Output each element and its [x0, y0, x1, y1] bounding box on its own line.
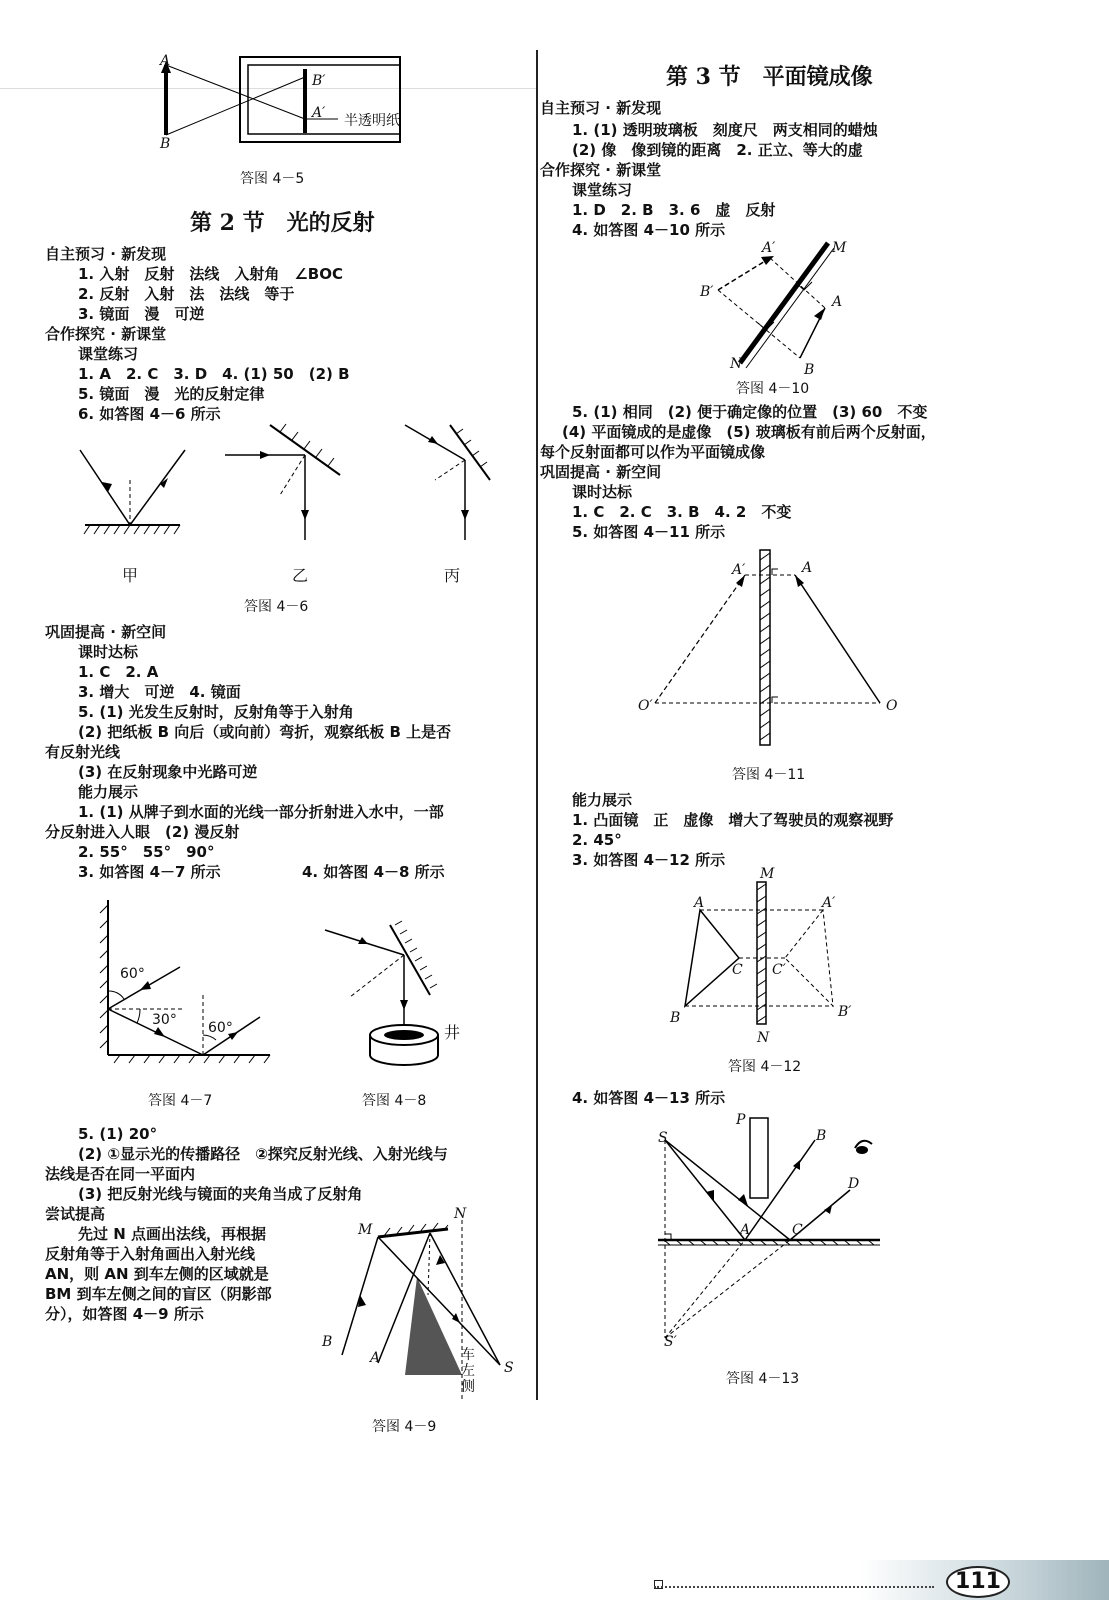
- fig45-paper-label: 半透明纸: [344, 113, 400, 129]
- fig412-label-n: N: [757, 1030, 770, 1046]
- fig413-label-a: A: [740, 1222, 751, 1238]
- left-line-2: 1. 入射 反射 法线 入射角 ∠BOC: [78, 265, 343, 283]
- right-line-8: 5. (1) 相同 (2) 便于确定像的位置 (3) 60 不变: [572, 403, 928, 421]
- fig49-label-n: N: [454, 1206, 467, 1222]
- left-line-3: 2. 反射 入射 法 法线 等于: [78, 285, 295, 303]
- right-line-19: 4. 如答图 4－13 所示: [572, 1089, 726, 1107]
- right-line-16: 1. 凸面镜 正 虚像 增大了驾驶员的观察视野: [572, 811, 894, 829]
- left-line-9: 6. 如答图 4－6 所示: [78, 405, 221, 423]
- left-line-6: 课堂练习: [78, 345, 139, 363]
- fig47-angle-3: 60°: [208, 1020, 233, 1036]
- fig410-label-b: B: [804, 362, 815, 378]
- left-line-31: BM 到车左侧之间的盲区（阴影部: [45, 1285, 272, 1303]
- right-line-10: 每个反射面都可以作为平面镜成像: [540, 443, 766, 461]
- fig411-label-o: O: [886, 698, 898, 714]
- left-line-1: 自主预习 · 新发现: [45, 245, 167, 263]
- fig412-label-a: A: [694, 895, 705, 911]
- fig412-caption: 答图 4－12: [728, 1059, 802, 1075]
- left-line-17: (3) 在反射现象中光路可逆: [78, 763, 258, 781]
- right-line-2: 1. (1) 透明玻璃板 刻度尺 两支相同的蜡烛: [572, 121, 878, 139]
- fig410-label-m: M: [832, 240, 847, 256]
- fig411-caption: 答图 4－11: [732, 767, 806, 783]
- fig413-label-p: P: [736, 1112, 746, 1128]
- fig49-label-b: B: [322, 1334, 333, 1350]
- fig413-label-s: S: [658, 1130, 668, 1146]
- fig45-label-b: B: [160, 136, 171, 152]
- fig49-label-a: A: [370, 1350, 381, 1366]
- right-line-7: 4. 如答图 4－10 所示: [572, 221, 726, 239]
- fig413-caption: 答图 4－13: [726, 1371, 800, 1387]
- left-line-32: 分），如答图 4－9 所示: [45, 1305, 204, 1323]
- fig412-label-b: B: [670, 1010, 681, 1026]
- fig47-angle-1: 60°: [120, 966, 145, 982]
- right-line-17: 2. 45°: [572, 831, 622, 849]
- left-line-26: (3) 把反射光线与镜面的夹角当成了反射角: [78, 1185, 363, 1203]
- left-line-19: 1. (1) 从牌子到水面的光线一部分折射进入水中，一部: [78, 803, 444, 821]
- fig47-caption: 答图 4－7: [148, 1093, 213, 1109]
- fig49-caption: 答图 4－9: [372, 1419, 437, 1435]
- fig48-caption: 答图 4－8: [362, 1093, 427, 1109]
- right-line-4: 合作探究 · 新课堂: [540, 161, 662, 179]
- fig412-label-c: C: [732, 962, 743, 978]
- left-line-12: 1. C 2. A: [78, 663, 159, 681]
- left-line-4: 3. 镜面 漫 可逆: [78, 305, 205, 323]
- left-line-25: 法线是否在同一平面内: [45, 1165, 196, 1183]
- footer-dotted-line: [654, 1586, 934, 1588]
- left-line-30: AN，则 AN 到车左侧的区域就是: [45, 1265, 269, 1283]
- fig413-label-sp: S′: [664, 1334, 677, 1350]
- fig413-label-c: C: [792, 1222, 803, 1238]
- page-number: 111: [946, 1566, 1010, 1598]
- fig411-label-op: O′: [638, 698, 653, 714]
- right-line-14: 5. 如答图 4－11 所示: [572, 523, 726, 541]
- figure-4-8: [320, 915, 490, 1075]
- column-divider: [536, 50, 538, 1400]
- fig410-label-bp: B′: [700, 284, 714, 300]
- left-line-16: 有反射光线: [45, 743, 121, 761]
- left-line-10: 巩固提高 · 新空间: [45, 623, 167, 641]
- figure-4-13: [650, 1110, 890, 1355]
- fig46-sub-jia: 甲: [122, 566, 139, 585]
- left-line-8: 5. 镜面 漫 光的反射定律: [78, 385, 265, 403]
- right-line-13: 1. C 2. C 3. B 4. 2 不变: [572, 503, 792, 521]
- right-line-6: 1. D 2. B 3. 6 虚 反射: [572, 201, 776, 219]
- fig412-label-bp: B′: [838, 1004, 852, 1020]
- fig413-label-d: D: [848, 1176, 860, 1192]
- section-2-title: 第 2 节 光的反射: [190, 210, 375, 236]
- section-3-title: 第 3 节 平面镜成像: [666, 64, 873, 90]
- right-line-12: 课时达标: [572, 483, 633, 501]
- left-line-27: 尝试提高: [45, 1205, 106, 1223]
- left-line-15: (2) 把纸板 B 向后（或向前）弯折，观察纸板 B 上是否: [78, 723, 452, 741]
- left-line-22b: 4. 如答图 4－8 所示: [302, 863, 445, 881]
- right-line-9: (4) 平面镜成的是虚像 (5) 玻璃板有前后两个反射面，: [562, 423, 936, 441]
- fig45-label-bp: B′: [312, 73, 326, 89]
- left-line-21: 2. 55° 55° 90°: [78, 843, 215, 861]
- fig413-label-b: B: [816, 1128, 827, 1144]
- figure-4-7: [90, 895, 280, 1075]
- left-line-22: 3. 如答图 4－7 所示: [78, 863, 221, 881]
- right-line-5: 课堂练习: [572, 181, 633, 199]
- fig47-angle-2: 30°: [152, 1012, 177, 1028]
- left-line-24: (2) ①显示光的传播路径 ②探究反射光线、入射光线与: [78, 1145, 448, 1163]
- fig45-label-a: A: [160, 53, 171, 69]
- right-line-18: 3. 如答图 4－12 所示: [572, 851, 726, 869]
- fig48-well-label: 井: [444, 1023, 461, 1042]
- fig410-label-a: A: [832, 294, 843, 310]
- fig412-label-cp: C′: [772, 962, 786, 978]
- fig49-label-s: S: [504, 1360, 514, 1376]
- fig410-caption: 答图 4－10: [736, 381, 810, 397]
- fig46-caption: 答图 4－6: [244, 599, 309, 615]
- left-line-7: 1. A 2. C 3. D 4. (1) 50 (2) B: [78, 365, 350, 383]
- figure-4-9: [320, 1215, 520, 1400]
- left-line-18: 能力展示: [78, 783, 139, 801]
- fig411-label-a: A: [802, 560, 813, 576]
- left-line-28: 先过 N 点画出法线，再根据: [78, 1225, 266, 1243]
- fig46-sub-yi: 乙: [292, 566, 309, 585]
- left-line-23: 5. (1) 20°: [78, 1125, 158, 1143]
- figure-4-11: [640, 545, 910, 750]
- right-line-3: (2) 像 像到镜的距离 2. 正立、等大的虚: [572, 141, 863, 159]
- left-line-20: 分反射进入人眼 (2) 漫反射: [45, 823, 240, 841]
- left-line-14: 5. (1) 光发生反射时，反射角等于入射角: [78, 703, 354, 721]
- left-line-11: 课时达标: [78, 643, 139, 661]
- right-line-1: 自主预习 · 新发现: [540, 99, 662, 117]
- fig46-sub-bing: 丙: [444, 566, 461, 585]
- right-line-11: 巩固提高 · 新空间: [540, 463, 662, 481]
- fig49-label-m: M: [358, 1222, 373, 1238]
- fig410-label-n: N: [730, 356, 743, 372]
- fig410-label-ap: A′: [762, 240, 776, 256]
- figure-4-6: [70, 420, 520, 570]
- left-line-5: 合作探究 · 新课堂: [45, 325, 167, 343]
- fig49-car-label: 车左侧: [461, 1347, 475, 1395]
- fig412-label-m: M: [760, 866, 775, 882]
- left-line-13: 3. 增大 可逆 4. 镜面: [78, 683, 241, 701]
- right-line-15: 能力展示: [572, 791, 633, 809]
- left-line-29: 反射角等于入射角画出入射光线: [45, 1245, 256, 1263]
- fig411-label-ap: A′: [732, 562, 746, 578]
- fig45-caption: 答图 4－5: [240, 171, 305, 187]
- fig412-label-ap: A′: [822, 895, 836, 911]
- fig45-label-ap: A′: [312, 105, 326, 121]
